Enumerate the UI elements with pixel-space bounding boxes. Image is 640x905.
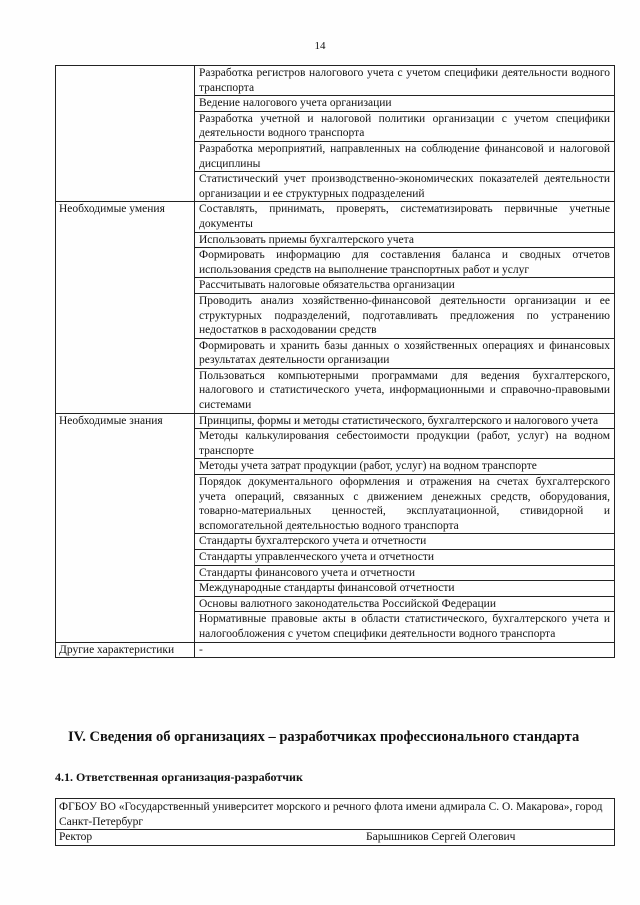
organization-table (55, 798, 615, 846)
row-text: Ведение налогового учета организации (195, 96, 615, 112)
page-number: 14 (314, 40, 326, 52)
row-text: Международные стандарты финансовой отчетности (195, 581, 615, 597)
row-text: Формировать информацию для составления баланса и сводных отчетов использования средств на выполнение транспортных работ и услуг (195, 248, 615, 278)
row-text: Формировать и хранить базы данных о хозяйственных операциях и финансовых результатах деятельности организации (195, 338, 615, 368)
row-text: Составлять, принимать, проверять, систематизировать первичные учетные документы (195, 202, 615, 232)
table-row (56, 799, 615, 830)
row-text: Стандарты финансового учета и отчетности (195, 565, 615, 581)
row-text: Принципы, формы и методы статистического, бухгалтерского и налогового учета (195, 413, 615, 429)
row-text: Методы калькулирования себестоимости продукции (работ, услуг) на водном транспорте (195, 429, 615, 459)
signature-row (56, 830, 614, 845)
row-label-skills: Необходимые умения (56, 202, 195, 413)
row-text: Проводить анализ хозяйственно-финансовой деятельности организации и ее структурных подразделений, подготавливать предложения по устранению недостатков в расходовании средств (195, 293, 615, 338)
signature-cell (56, 830, 615, 846)
row-text: Использовать приемы бухгалтерского учета (195, 232, 615, 248)
section-title: IV. Сведения об организациях – разработчиках профессионального стандарта (68, 729, 580, 745)
row-text: Разработка мероприятий, направленных на соблюдение финансовой и налоговой дисциплины (195, 141, 615, 171)
row-label-other: Другие характеристики (56, 642, 195, 658)
table-row (56, 202, 615, 232)
organization-name: ФГБОУ ВО «Государственный университет морского и речного флота имени адмирала С. О. Макарова», город Санкт-Петербург (56, 799, 615, 830)
row-text: Разработка учетной и налоговой политики организации с учетом специфики деятельности водного транспорта (195, 111, 615, 141)
row-text: Стандарты бухгалтерского учета и отчетности (195, 534, 615, 550)
table-row (56, 66, 615, 96)
row-label-knowledge: Необходимые знания (56, 413, 195, 642)
row-text: Рассчитывать налоговые обязательства организации (195, 278, 615, 294)
subsection-title: 4.1. Ответственная организация-разработчик (55, 770, 303, 784)
row-text: Пользоваться компьютерными программами для ведения бухгалтерского, налогового и статистического учета, информационными и справочно-правовыми системами (195, 368, 615, 413)
head-position: Ректор (59, 831, 93, 844)
table-row (56, 642, 615, 658)
row-text: Разработка регистров налогового учета с учетом специфики деятельности водного транспорта (195, 66, 615, 96)
row-text: Порядок документального оформления и отражения на счетах бухгалтерского учета операций, связанных с движением денежных средств, оборудования, товарно-материальных ценностей, эксплуатационной, стивидорной и вспомогательной деятельностью водного транспорта (195, 475, 615, 534)
row-text: - (195, 642, 615, 658)
head-name: Барышников Сергей Олегович (366, 831, 516, 844)
row-label (56, 66, 195, 202)
row-text: Основы валютного законодательства Российской Федерации (195, 596, 615, 612)
qualification-table (55, 65, 615, 658)
row-text: Статистический учет производственно-экономических показателей деятельности организации и ее структурных подразделений (195, 172, 615, 202)
row-text: Стандарты управленческого учета и отчетности (195, 550, 615, 566)
table-row (56, 413, 615, 429)
table-row (56, 830, 615, 846)
row-text: Методы учета затрат продукции (работ, услуг) на водном транспорте (195, 459, 615, 475)
row-text: Нормативные правовые акты в области статистического, бухгалтерского учета и налогообложения с учетом специфики деятельности водного транспорта (195, 612, 615, 642)
